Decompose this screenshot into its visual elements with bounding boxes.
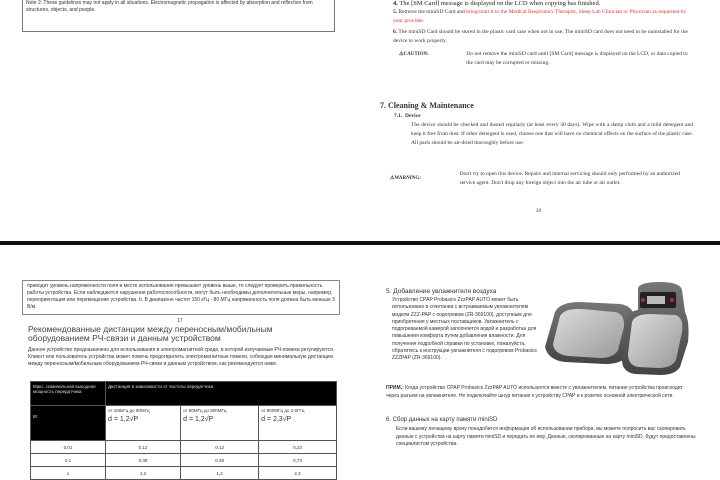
section-6-body: Если вашему лечащему врачу понадобится информация об использовании прибора, вы можете попросить вас скопировать данные с устройства на карту памяти miniSD и передать ее ему. Данные, скопированные на карту miniSD, будут предоставлены специалистом устройства.	[396, 426, 696, 447]
subheader: от 80МГц до 800МГц d = 1,2√P	[181, 406, 259, 441]
step-4: 4. The [SM Card] message is displayed on the LCD when copying has finished.	[393, 0, 601, 7]
section-5-body: Устройство CPAP Probasics ZzzPAP AUTO может быть использовано в сочетании с встраиваемым увлажнителем модели ZZZ-PAP с подогревом (ZR-369100), доступным для приобретения у местных поставщиков. Увлажнитель с подогреваемой камерой заполняется водой и разработан для повышения комфорта путем добавления влажности. Для получения подробной справки по установке, пожалуйста, обратитесь к инструкции увлажнителя с подогревом Probasics ZZZPAP (ZR-369100).	[392, 297, 537, 362]
warning-label: ⚠WARNING:	[390, 176, 421, 181]
notes-box: приводит уровень напряженности поля в месте использования превышает уровень выше, то следует проверить правильность работы устройства. Если наблюдаются нарушения работоспособности, могут быть необходимы дополнительные меры, например, переориентация или перемещение устройства. b. В диапазоне частот 150 кГц - 80 МГц напряженность поля должна быть меньше 3 В/м.	[22, 280, 340, 315]
page-number: 17	[177, 318, 183, 324]
humidifier-device-image	[540, 282, 690, 377]
note-text: Note 2: These guidelines may not apply in all situations. Electromagnetic propagation is affected by absorption and reflection from structures, objects, and people.	[26, 0, 313, 13]
subheader: от 150кГц до 80МГц d = 1,2√P	[106, 406, 181, 441]
sdcard-steps	[393, 0, 693, 68]
header-unit: Вт	[31, 406, 106, 441]
step-6: 6. The miniSD Card should be stored in the plastic card case when not in use. The miniSD card does not need to be uninstalled for the device to work properly.	[393, 29, 688, 44]
table-row: 1 1,2 1,2 2,3	[31, 467, 337, 480]
distance-table	[30, 381, 337, 480]
subsection-title: 7.1. Device	[394, 113, 421, 119]
caution-label: ⚠CAUTION:	[399, 52, 429, 57]
page-number: 20	[536, 209, 541, 214]
cleaning-body: The device should be checked and dusted regularly (at least every 30 days). Wipe with a damp cloth and a mild detergent and keep it free from dust. If other detergent is used, choose one that will have no chemical effects on the surface of the plastic case. All parts should be air-dried thoroughly before use.	[411, 122, 693, 146]
header-power: Макс. номинальная выходная мощность передатчика	[31, 382, 106, 406]
step-5: 5. Remove the miniSD Card and bring/mail it to the Medical Respiratory Therapist, Sleep Lab Clinician or Physician as requested by your provider.	[393, 9, 687, 24]
section-title: 7. Cleaning & Maintenance	[380, 101, 474, 110]
warning: ⚠WARNING: Don't try to open this device. Repairs and internal servicing should only performed by an authorized service agent. Don't drop any foreign object into the air tube or air outlet.	[390, 171, 680, 186]
subheader: от 800МГц до 2,5ГГц d = 2,3√P	[259, 406, 337, 441]
note: ПРИМ.: Когда устройство CPAP Probasics ZzzPAP AUTO используется вместе с увлажнителем, питание устройства происходит через разъем на увлажнителе. Не подключайте шнур питания к устройству CPAP и к розетке основной электрической сети.	[386, 385, 683, 399]
section-5-title: 5. Добавление увлажнителя воздуха	[386, 288, 497, 295]
table-row: 0,1 0,38 0,38 0,73	[31, 454, 337, 467]
table-row: 0,01 0,12 0,12 0,23	[31, 441, 337, 454]
header-distance: Дистанция в зависимости от частоты передатчика	[106, 382, 337, 406]
caution: ⚠CAUTION: Do not remove the miniSD card until [SM Card] message is displayed on the LCD, or data copied to the card may be corrupted or missing.	[399, 51, 688, 66]
section-intro: Данное устройство предназначено для использования в электромагнитной среде, в которой излучаемые РЧ-помехи регулируются. Клиент или пользователь устройства может помочь предотвратить электромагнитные помехи, соблюдая минимальную дистанцию между переносным/мобильным оборудованием РЧ-связи и данным устройством, как рекомендуется ниже.	[28, 347, 335, 367]
section-title: Рекомендованные дистанции между переносным/мобильным оборудованием РЧ-связи и данным устройством	[28, 324, 273, 343]
section-6-title: 6. Сбор данных на карту памяти miniSD	[386, 417, 498, 423]
note-box	[22, 0, 335, 32]
page-divider	[0, 241, 720, 245]
